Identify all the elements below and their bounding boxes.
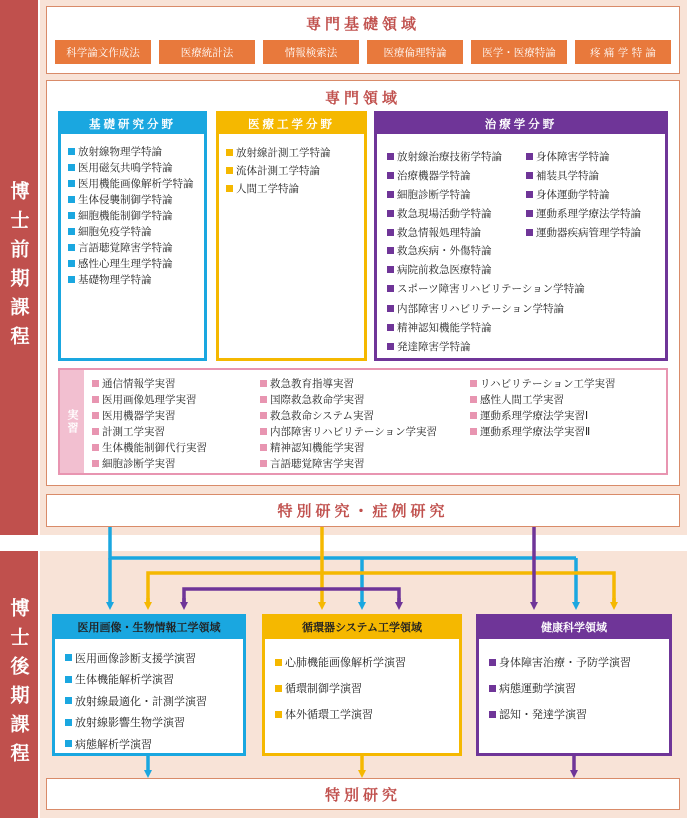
list-item-label: 医用磁気共鳴学特論: [78, 161, 173, 174]
special-research-box: [46, 778, 680, 810]
list-item-label: 細胞機能制御学特論: [78, 209, 173, 222]
basic-course-1: 科学論文作成法: [55, 40, 151, 64]
list-item-label: 身体運動学特論: [536, 189, 610, 201]
list-item-label: 運動系理学療法学実習Ⅱ: [480, 425, 591, 438]
list-item-label: 通信情報学実習: [102, 377, 176, 390]
list-item-label: 内部障害リハビリテーション学実習: [270, 425, 438, 438]
list-item-label: 救急疾病・外傷特論: [397, 245, 492, 258]
list-item: [489, 701, 669, 727]
list-item-label: 人間工学特論: [236, 182, 299, 195]
field-therapy-header: 治療学分野: [377, 114, 665, 134]
list-item: [65, 690, 243, 712]
list-item-label: 発達障害学特論: [397, 341, 471, 354]
list-item-label: 認知・発達学演習: [499, 708, 587, 721]
list-item-label: 流体計測工学特論: [236, 164, 320, 177]
yellow-connector: [148, 527, 614, 606]
doctoral-area-circulatory: [262, 614, 462, 756]
list-item-label: 細胞診断学実習: [102, 457, 176, 470]
list-item-label: 内部障害リハビリテーション学特論: [397, 302, 565, 315]
cyan-connector: [110, 527, 576, 606]
list-item-label: 運動系理学療法学特論: [536, 208, 641, 220]
bullet-square-icon: [65, 676, 72, 683]
list-item-label: 心肺機能画像解析学演習: [285, 656, 406, 669]
list-item-label: スポーツ障害リハビリテーション学特論: [397, 283, 585, 296]
list-item: [65, 733, 243, 755]
list-item-label: 放射線治療技術学特論: [397, 151, 502, 163]
list-item-label: 感性心理生理学特論: [78, 257, 173, 270]
list-item-label: 計測工学実習: [102, 425, 165, 438]
doctoral-area-health-header: 健康科学領域: [479, 617, 669, 639]
list-item: [489, 675, 669, 701]
list-item: [65, 669, 243, 691]
list-item-label: 生体侵襲制御学特論: [78, 193, 173, 206]
bullet-square-icon: [65, 740, 72, 747]
list-item: [275, 649, 459, 675]
doctoral-area-circulatory-list: [265, 639, 459, 727]
basic-course-3: 情報検索法: [263, 40, 359, 64]
list-item-label: 感性人間工学実習: [480, 393, 564, 406]
list-item-label: 言語聴覚障害学実習: [270, 457, 365, 470]
list-item-label: 放射線影響生物学演習: [75, 716, 185, 730]
list-item-label: 医用機器学実習: [102, 409, 176, 422]
list-item-label: 細胞免疫学特論: [78, 225, 152, 238]
list-item-label: 身体障害治療・予防学演習: [499, 656, 631, 669]
basic-course-6: 疼 痛 学 特 論: [575, 40, 671, 64]
practicum-label: 実習: [66, 408, 79, 435]
list-item: [275, 701, 459, 727]
basic-course-4: 医療倫理特論: [367, 40, 463, 64]
list-item-label: 補装具学特論: [536, 170, 599, 182]
basic-course-2: 医療統計法: [159, 40, 255, 64]
bullet-square-icon: [489, 659, 496, 666]
list-item-label: 運動器疾病管理学特論: [536, 227, 641, 239]
list-item-label: 医用画像診断支援学演習: [75, 651, 196, 665]
doctoral-area-imaging-header: 医用画像・生物情報工学領域: [55, 617, 243, 639]
list-item-label: 精神認知機能学実習: [270, 441, 365, 454]
list-item: [65, 647, 243, 669]
list-item-label: 基礎物理学特論: [78, 273, 152, 286]
list-item: [489, 649, 669, 675]
stage-label-first: 博士前期課程: [7, 180, 30, 355]
bullet-square-icon: [275, 685, 282, 692]
specialized-domain-title: 専門領域: [324, 89, 401, 107]
list-item-label: 体外循環工学演習: [285, 708, 373, 721]
doctoral-area-health-list: [479, 639, 669, 727]
list-item-label: 国際救急救命学実習: [270, 393, 365, 406]
list-item-label: 生体機能解析学演習: [75, 673, 174, 687]
list-item-label: 救急教育指導実習: [270, 377, 354, 390]
list-item-label: 精神認知機能学特論: [397, 321, 492, 334]
bullet-square-icon: [65, 697, 72, 704]
bullet-square-icon: [489, 685, 496, 692]
special-research-cases-title: 特別研究・症例研究: [277, 502, 449, 520]
list-item-label: 医用画像処理学実習: [102, 393, 197, 406]
list-item-label: 運動系理学療法学実習Ⅰ: [480, 409, 589, 422]
list-item-label: 救急救命システム実習: [270, 409, 374, 422]
list-item-label: 病態解析学演習: [75, 737, 152, 751]
bullet-square-icon: [275, 659, 282, 666]
purple-connector: [184, 527, 534, 606]
list-item-label: 放射線最適化・計測学演習: [75, 694, 207, 708]
stage-label-second: 博士後期課程: [7, 597, 30, 772]
basic-domain-title: 専門基礎領域: [305, 15, 420, 33]
list-item-label: 治療機器学特論: [397, 170, 471, 182]
list-item-label: リハビリテーション工学実習: [480, 377, 616, 390]
list-item-label: 身体障害学特論: [536, 151, 610, 163]
list-item-label: 救急現場活動学特論: [397, 208, 492, 220]
special-research-title: 特別研究: [324, 785, 401, 804]
list-item: [65, 712, 243, 734]
list-item-label: 放射線計測工学特論: [236, 146, 331, 159]
list-item-label: 放射線物理学特論: [78, 145, 162, 158]
bullet-square-icon: [65, 719, 72, 726]
field-basic-research-header: 基礎研究分野: [61, 114, 204, 134]
doctoral-area-imaging-list: [55, 639, 243, 755]
bullet-square-icon: [65, 654, 72, 661]
field-medical-engineering-header: 医療工学分野: [219, 114, 364, 134]
doctoral-area-health: [476, 614, 672, 756]
doctoral-area-imaging: [52, 614, 246, 756]
list-item-label: 医用機能画像解析学特論: [78, 177, 194, 190]
list-item: [275, 675, 459, 701]
list-item-label: 生体機能制御代行実習: [102, 441, 207, 454]
list-item-label: 細胞診断学特論: [397, 189, 471, 201]
doctoral-area-circulatory-header: 循環器システム工学領域: [265, 617, 459, 639]
basic-course-5: 医学・医療特論: [471, 40, 567, 64]
bullet-square-icon: [489, 711, 496, 718]
bullet-square-icon: [275, 711, 282, 718]
list-item-label: 病院前救急医療特論: [397, 264, 492, 277]
list-item-label: 言語聴覚障害学特論: [78, 241, 173, 254]
list-item-label: 循環制御学演習: [285, 682, 362, 695]
list-item-label: 病態運動学演習: [499, 682, 576, 695]
list-item-label: 救急情報処理特論: [397, 227, 481, 239]
